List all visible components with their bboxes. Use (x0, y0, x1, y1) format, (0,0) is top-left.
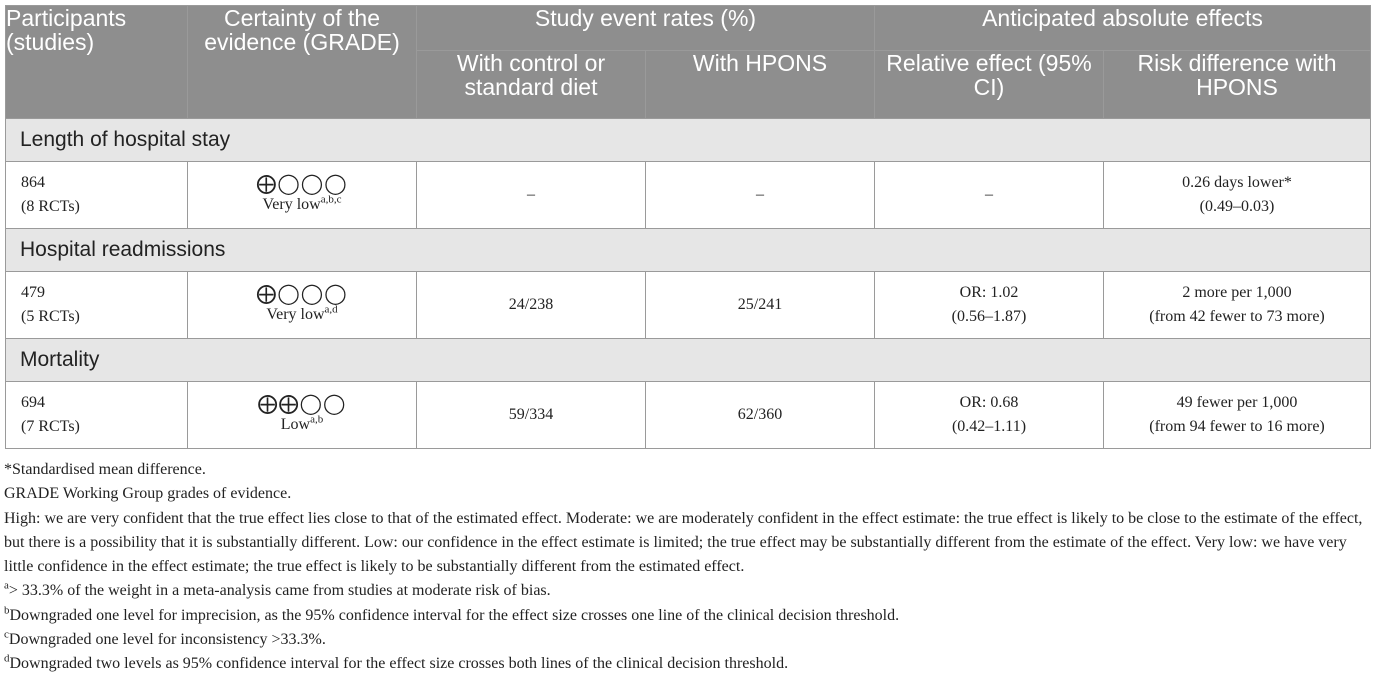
header-with-control: With control or standard diet (417, 51, 646, 119)
certainty-rating-icon: ⨁◯◯◯ (256, 281, 348, 305)
section-row (6, 339, 1371, 382)
hpons-rate-cell: – (646, 162, 875, 229)
certainty-footnote-marks: a,b (310, 413, 324, 426)
section-title: Mortality (6, 339, 1371, 382)
participants-cell (6, 382, 188, 449)
participants-cell (6, 162, 188, 229)
footnote-d-mark: d (4, 653, 10, 666)
section-title: Hospital readmissions (6, 229, 1371, 272)
risk-difference-cell (1104, 382, 1371, 449)
certainty-label: Very low (262, 196, 321, 213)
risk-difference-range: (from 42 fewer to 73 more) (1149, 308, 1325, 325)
control-rate-cell: 59/334 (417, 382, 646, 449)
relative-effect-cell (875, 382, 1104, 449)
hpons-rate-cell: 25/241 (646, 272, 875, 339)
header-certainty: Certainty of the evidence (GRADE) (188, 6, 417, 119)
footnote-d (4, 652, 1370, 676)
control-rate-cell: – (417, 162, 646, 229)
footnote-a (4, 579, 1370, 603)
relative-effect-cell (875, 272, 1104, 339)
grade-evidence-table (5, 5, 1371, 449)
studies-count: (5 RCTs) (21, 308, 80, 325)
control-rate-cell: 24/238 (417, 272, 646, 339)
certainty-cell (188, 382, 417, 449)
risk-difference-range: (from 94 fewer to 16 more) (1149, 418, 1325, 435)
footnote-a-mark: a (4, 580, 9, 593)
footnote-b-mark: b (4, 604, 10, 617)
relative-effect-ci: (0.42–1.11) (951, 418, 1027, 435)
footnote-grade-group: GRADE Working Group grades of evidence. (4, 485, 292, 503)
risk-difference-value: 0.26 days lower* (1182, 174, 1292, 191)
relative-effect-cell (875, 162, 1104, 229)
footnote-c-text: Downgraded one level for inconsistency >33.3%. (8, 631, 326, 649)
table-row (6, 272, 1371, 339)
header-study-event-rates: Study event rates (%) (417, 6, 875, 51)
footnote-c (4, 628, 1370, 652)
risk-difference-value: 49 fewer per 1,000 (1176, 394, 1298, 411)
risk-difference-cell (1104, 272, 1371, 339)
footnote-a-text: > 33.3% of the weight in a meta-analysis came from studies at moderate risk of bias. (8, 582, 551, 600)
relative-effect-value: OR: 1.02 (959, 284, 1019, 301)
certainty-rating-icon: ⨁◯◯◯ (256, 171, 348, 195)
section-title: Length of hospital stay (6, 119, 1371, 162)
certainty-cell (188, 162, 417, 229)
participants-cell (6, 272, 188, 339)
section-row (6, 229, 1371, 272)
participants-count: 479 (21, 284, 45, 301)
footnote-b-text: Downgraded one level for imprecision, as the 95% confidence interval for the effect size crosses one line of the clinical decision threshold. (9, 606, 900, 624)
certainty-rating-icon: ⨁⨁◯◯ (257, 391, 347, 415)
header-row-1 (6, 6, 1371, 51)
header-anticipated-effects: Anticipated absolute effects (875, 6, 1371, 51)
certainty-label: Very low (266, 306, 325, 323)
certainty-label: Low (280, 416, 311, 433)
hpons-rate-cell: 62/360 (646, 382, 875, 449)
footnote-smd: *Standardised mean difference. (4, 461, 206, 478)
certainty-cell (188, 272, 417, 339)
header-participants: Participants (studies) (6, 6, 188, 119)
table-footnotes (4, 458, 1370, 677)
relative-effect-value: OR: 0.68 (959, 394, 1019, 411)
table-row (6, 162, 1371, 229)
risk-difference-range: (0.49–0.03) (1199, 198, 1275, 215)
participants-count: 864 (21, 174, 45, 191)
footnote-b (4, 604, 1370, 628)
certainty-footnote-marks: a,d (324, 303, 338, 316)
footnote-c-mark: c (4, 628, 9, 641)
certainty-footnote-marks: a,b,c (320, 193, 342, 206)
studies-count: (7 RCTs) (21, 418, 80, 435)
relative-effect-value: – (985, 186, 993, 203)
risk-difference-cell (1104, 162, 1371, 229)
footnote-d-text: Downgraded two levels as 95% confidence interval for the effect size crosses both lines of the clinical decision threshold. (9, 655, 789, 673)
risk-difference-value: 2 more per 1,000 (1182, 284, 1292, 301)
header-risk-difference: Risk difference with HPONS (1104, 51, 1371, 119)
studies-count: (8 RCTs) (21, 198, 80, 215)
relative-effect-ci: (0.56–1.87) (951, 308, 1027, 325)
participants-count: 694 (21, 394, 45, 411)
header-with-hpons: With HPONS (646, 51, 875, 119)
section-row (6, 119, 1371, 162)
table-row (6, 382, 1371, 449)
header-relative-effect: Relative effect (95% CI) (875, 51, 1104, 119)
footnote-definitions: High: we are very confident that the true effect lies close to that of the estimated effect. Moderate: we are moderately confident in the effect estimate: the true effect is likely to be close to the estimate of the effect, but there is a possibility that it is substantially different. Low: our confidence in the effect estimate is limited; the true effect may be substantially different from the estimate of the effect. Very low: we have very little confidence in the effect estimate; the true effect is likely to be substantially different from the estimated effect. (4, 509, 1363, 576)
